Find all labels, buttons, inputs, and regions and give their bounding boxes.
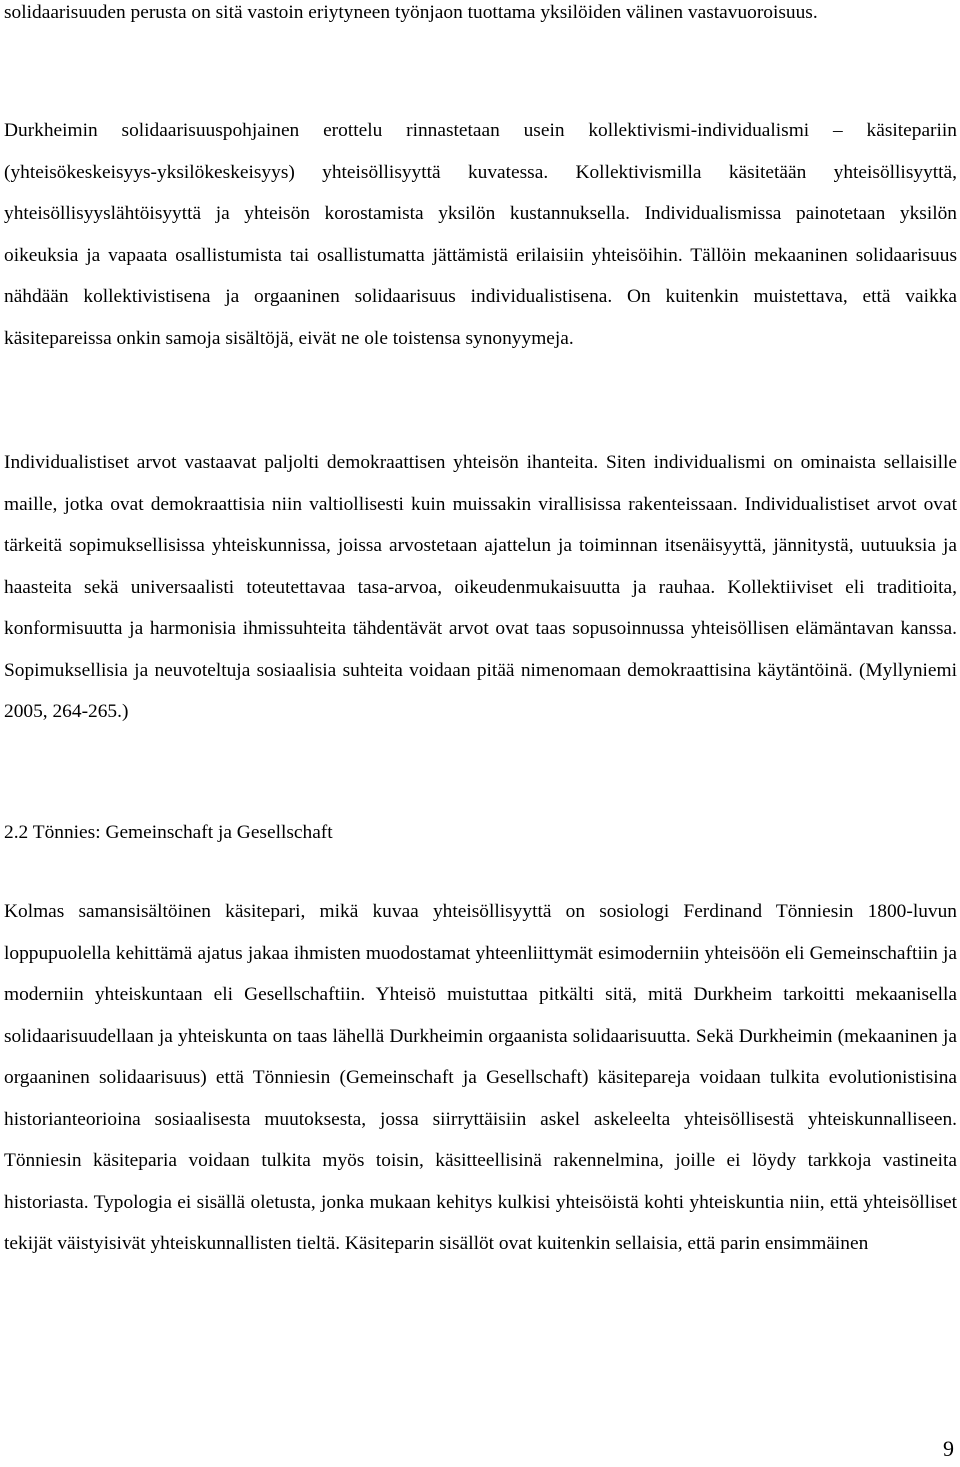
section-heading: 2.2 Tönnies: Gemeinschaft ja Gesellschaft (4, 822, 333, 843)
page-number: 9 (943, 1436, 954, 1461)
paragraph-continuation: solidaarisuuden perusta on sitä vastoin eriytyneen työnjaon tuottama yksilöiden välinen vastavuoroisuus. (4, 2, 818, 23)
paragraph-durkheim-collectivism: Durkheimin solidaarisuuspohjainen erottelu rinnastetaan usein kollektivismi-individualismi – käsitepariin (yhteisökeskeisyys-yksilökeskeisyys) yhteisöllisyyttä kuvatessa. Kollektivismilla käsitetään yhteisöllisyyttä, yhteisöllisyyslähtöisyyttä ja yhteisön korostamista yksilön kustannuksella. Individualismissa painotetaan yksilön oikeuksia ja vapaata osallistumista tai osallistumatta jättämistä erilaisiin yhteisöihin. Tällöin mekaaninen solidaarisuus nähdään kollektivistisena ja orgaaninen solidaarisuus individualistisena. On kuitenkin muistettava, että vaikka käsitepareissa onkin samoja sisältöjä, eivät ne ole toistensa synonyymeja. (4, 120, 957, 349)
paragraph-tonnies: Kolmas samansisältöinen käsitepari, mikä kuvaa yhteisöllisyyttä on sosiologi Ferdinand Tönniesin 1800-luvun loppupuolella kehittämä ajatus jakaa ihmisten muodostamat yhteenliittymät esimoderniin yhteisöön eli Gemeinschaftiin ja moderniin yhteiskuntaan eli Gesellschaftiin. Yhteisö muistuttaa pitkälti sitä, mitä Durkheim tarkoitti mekaanisella solidaarisuudellaan ja yhteiskunta on taas lähellä Durkheimin orgaanista solidaarisuutta. Sekä Durkheimin (mekaaninen ja orgaaninen solidaarisuus) että Tönniesin (Gemeinschaft ja Gesellschaft) käsitepareja voidaan tulkita evolutionistisina historianteorioina sosiaalisesta muutoksesta, jossa siirryttäisiin askel askeleelta yhteisöllisestä yhteiskunnalliseen. Tönniesin käsiteparia voidaan tulkita myös toisin, käsitteellisinä rakennelmina, joille ei löydy tarkkoja vastineita historiasta. Typologia ei sisällä oletusta, jonka mukaan kehitys kulkisi yhteisöistä kohti yhteiskuntia niin, että yhteisölliset tekijät väistyisivät yhteiskunnallisten tieltä. Käsiteparin sisällöt ovat kuitenkin sellaisia, että parin ensimmäinen (4, 901, 957, 1254)
paragraph-individualistic-values: Individualistiset arvot vastaavat paljolti demokraattisen yhteisön ihanteita. Siten individualismi on ominaista sellaisille maille, jotka ovat demokraattisia niin valtiollisesti kuin muissakin virallisissa rakenteissaan. Individualistiset arvot ovat tärkeitä sopimuksellisissa yhteiskunnissa, joissa arvostetaan ajattelun ja toiminnan itsenäisyyttä, jännitystä, uutuuksia ja haasteita sekä universaalisti toteutettavaa tasa-arvoa, oikeudenmukaisuutta ja rauhaa. Kollektiiviset eli traditioita, konformisuutta ja harmonisia ihmissuhteita tähdentävät arvot ovat taas sopusoinnussa yhteisöllisen elämäntavan kanssa. Sopimuksellisia ja neuvoteltuja sosiaalisia suhteita voidaan pitää nimenomaan demokraattisina käytäntöinä. (Myllyniemi 2005, 264-265.) (4, 452, 957, 722)
